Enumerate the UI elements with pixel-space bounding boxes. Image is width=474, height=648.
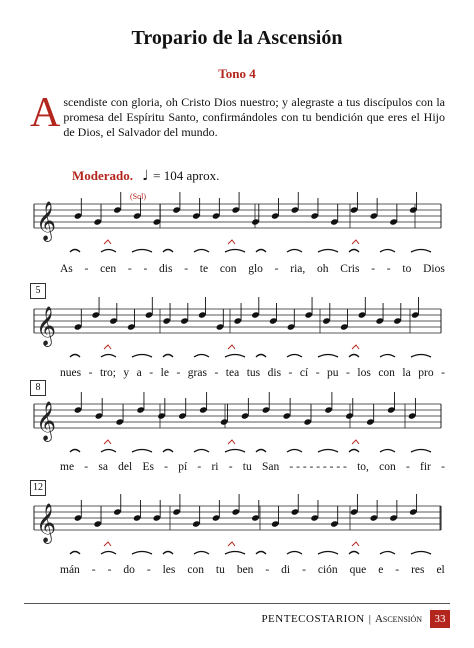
neume-mark xyxy=(380,552,395,555)
lyrics-line-4 xyxy=(60,564,445,576)
neume-accent-mark xyxy=(228,345,235,349)
neume-mark xyxy=(225,450,245,453)
lyric-syllable: ri xyxy=(211,461,219,473)
neume-mark xyxy=(380,355,395,358)
lyric-syllable: - xyxy=(315,367,320,379)
lyric-syllable: a xyxy=(136,367,142,379)
music-system-4 xyxy=(30,480,445,580)
tempo-word: Moderado. xyxy=(72,168,134,183)
neume-mark xyxy=(411,552,431,555)
lyric-syllable: Es xyxy=(142,461,154,473)
neume-accent-mark xyxy=(352,440,359,444)
intro-paragraph xyxy=(30,90,445,140)
lyric-syllable: con xyxy=(379,461,396,473)
lyric-syllable: glo xyxy=(248,263,263,275)
neume-mark xyxy=(318,552,338,555)
lyric-syllable: - xyxy=(107,564,112,576)
neume-mark xyxy=(194,552,209,555)
lyric-syllable: - xyxy=(405,461,410,473)
lyric-syllable: - - - - - - - - - xyxy=(289,461,347,473)
lyric-syllable: - xyxy=(441,461,445,473)
footer-book: PENTECOSTARION xyxy=(261,613,365,625)
lyric-syllable: - xyxy=(228,461,233,473)
neume-mark xyxy=(411,450,431,453)
lyric-syllable: con xyxy=(378,367,395,379)
quarter-note-icon: ♩ xyxy=(142,168,149,184)
lyric-syllable: cen xyxy=(100,263,117,275)
lyrics-line-3 xyxy=(60,461,445,473)
measure-number: 5 xyxy=(30,283,46,299)
music-system-1 xyxy=(30,190,445,290)
neume-mark xyxy=(380,450,395,453)
lyric-syllable: fir xyxy=(420,461,431,473)
treble-clef-icon: 𝄞 xyxy=(36,503,57,543)
lyric-syllable: ria, xyxy=(290,263,306,275)
lyric-syllable: res xyxy=(411,564,425,576)
lyric-syllable: e xyxy=(378,564,384,576)
neume-mark xyxy=(101,450,116,453)
lyric-syllable: Dios xyxy=(423,263,445,275)
lyric-syllable: el xyxy=(436,564,445,576)
lyric-syllable: - xyxy=(197,461,202,473)
lyric-syllable: - xyxy=(302,564,306,576)
lyric-syllable: tus xyxy=(246,367,261,379)
neume-mark xyxy=(411,355,431,358)
neume-mark xyxy=(256,552,266,555)
lyric-syllable: - xyxy=(88,367,93,379)
neume-mark xyxy=(287,250,302,253)
neume-mark xyxy=(194,450,209,453)
lyric-syllable: - xyxy=(441,367,445,379)
neume-mark xyxy=(101,250,116,253)
lyric-syllable: dis xyxy=(159,263,173,275)
neume-mark xyxy=(225,355,245,358)
lyric-syllable: - xyxy=(395,564,400,576)
lyrics-line-1 xyxy=(60,263,445,275)
lyric-syllable: - xyxy=(127,263,132,275)
neume-mark xyxy=(101,355,116,358)
neume-mark xyxy=(225,250,245,253)
lyric-syllable: tu xyxy=(242,461,252,473)
treble-clef-icon: 𝄞 xyxy=(36,401,57,441)
tone-subtitle: Tono 4 xyxy=(218,66,256,81)
lyric-syllable: la xyxy=(402,367,411,379)
lyric-syllable: pí xyxy=(178,461,188,473)
lyric-syllable: di xyxy=(281,564,291,576)
lyric-syllable: que xyxy=(349,564,367,576)
lyric-syllable: mán xyxy=(60,564,80,576)
staff-1 xyxy=(30,190,445,290)
lyric-syllable: gras xyxy=(187,367,207,379)
lyric-syllable: - xyxy=(143,263,148,275)
neume-mark xyxy=(70,250,80,253)
neume-mark xyxy=(287,355,302,358)
neume-mark xyxy=(318,355,338,358)
lyric-syllable: - xyxy=(288,367,293,379)
neume-mark xyxy=(163,450,173,453)
neume-mark xyxy=(132,355,152,358)
measure-number: 12 xyxy=(30,480,46,496)
lyric-syllable: tro; xyxy=(99,367,116,379)
lyric-syllable: y xyxy=(123,367,130,379)
neume-mark xyxy=(256,355,266,358)
neume-mark xyxy=(318,250,338,253)
neume-mark xyxy=(411,250,431,253)
neume-mark xyxy=(163,250,173,253)
footer-rule xyxy=(24,603,450,604)
treble-clef-icon: 𝄞 xyxy=(36,306,57,346)
page-title: Tropario de la Ascensión xyxy=(131,27,343,49)
lyric-syllable: - xyxy=(164,461,168,473)
neume-mark xyxy=(101,552,116,555)
footer-separator: | xyxy=(368,613,371,625)
lyric-syllable: los xyxy=(357,367,371,379)
lyric-syllable: sa xyxy=(98,461,108,473)
lyric-syllable: - xyxy=(84,263,89,275)
neume-mark xyxy=(70,552,80,555)
neume-accent-mark xyxy=(352,240,359,244)
lyric-syllable: - xyxy=(84,461,89,473)
neume-accent-mark xyxy=(104,440,111,444)
neume-mark xyxy=(287,450,302,453)
neume-mark xyxy=(349,552,359,555)
lyric-syllable: - xyxy=(91,564,96,576)
lyric-syllable: ben xyxy=(236,564,254,576)
neume-mark xyxy=(380,250,395,253)
lyric-syllable: te xyxy=(199,263,209,275)
lyric-syllable: le xyxy=(160,367,169,379)
lyric-syllable: do xyxy=(123,564,135,576)
neume-accent-mark xyxy=(228,440,235,444)
lyric-syllable: tu xyxy=(215,564,225,576)
page-footer xyxy=(261,610,450,628)
lyric-syllable: nues xyxy=(60,367,82,379)
music-system-3 xyxy=(30,380,445,480)
lyric-syllable: - xyxy=(346,367,350,379)
lyric-syllable: oh xyxy=(317,263,329,275)
lyric-syllable: con xyxy=(187,564,204,576)
measure-number: 8 xyxy=(30,380,46,396)
neume-mark xyxy=(256,450,266,453)
lyric-syllable: - xyxy=(274,263,279,275)
neume-mark xyxy=(349,450,359,453)
neume-accent-mark xyxy=(352,345,359,349)
lyric-syllable: San xyxy=(261,461,280,473)
lyric-syllable: cí xyxy=(299,367,309,379)
tempo-value: = 104 aprox. xyxy=(153,168,220,183)
neume-accent-mark xyxy=(352,542,359,546)
lyric-syllable: to, xyxy=(357,461,369,473)
neume-mark xyxy=(70,355,80,358)
lyric-syllable: - xyxy=(146,564,151,576)
lyric-syllable: pu xyxy=(327,367,339,379)
lyric-syllable: - xyxy=(149,367,154,379)
neume-accent-mark xyxy=(228,240,235,244)
lyric-syllable: - xyxy=(386,263,391,275)
lyrics-line-2 xyxy=(60,367,445,379)
neume-mark xyxy=(256,250,266,253)
lyric-syllable: As xyxy=(60,263,73,275)
lyric-syllable: dis xyxy=(267,367,282,379)
lyric-syllable: Cris xyxy=(340,263,360,275)
lyric-syllable: - xyxy=(176,367,181,379)
neume-mark xyxy=(132,450,152,453)
sol-annotation: (Sol) xyxy=(130,192,146,201)
lyric-syllable: les xyxy=(162,564,176,576)
tempo-marking xyxy=(72,168,219,184)
music-system-2 xyxy=(30,283,445,383)
neume-accent-mark xyxy=(104,240,111,244)
neume-mark xyxy=(318,450,338,453)
lyric-syllable: ción xyxy=(317,564,338,576)
treble-clef-icon: 𝄞 xyxy=(36,201,57,241)
footer-section: Ascensión xyxy=(374,613,422,625)
neume-mark xyxy=(287,552,302,555)
neume-mark xyxy=(225,552,245,555)
neume-accent-mark xyxy=(104,345,111,349)
neume-mark xyxy=(163,355,173,358)
lyric-syllable: - xyxy=(371,263,376,275)
neume-mark xyxy=(349,250,359,253)
lyric-syllable: me xyxy=(60,461,75,473)
lyric-syllable: tea xyxy=(225,367,240,379)
lyric-syllable: - xyxy=(265,564,270,576)
lyric-syllable: con xyxy=(219,263,237,275)
neume-mark xyxy=(132,250,152,253)
drop-cap: A xyxy=(30,90,61,136)
lyric-syllable: - xyxy=(184,263,189,275)
lyric-syllable: to xyxy=(402,263,412,275)
neume-mark xyxy=(163,552,173,555)
neume-mark xyxy=(194,250,209,253)
page-number: 33 xyxy=(430,610,450,628)
lyric-syllable: del xyxy=(118,461,133,473)
neume-mark xyxy=(132,552,152,555)
neume-accent-mark xyxy=(228,542,235,546)
neume-mark xyxy=(349,355,359,358)
neume-mark xyxy=(194,355,209,358)
lyric-syllable: pro xyxy=(418,367,434,379)
neume-mark xyxy=(70,450,80,453)
neume-accent-mark xyxy=(104,542,111,546)
lyric-syllable: - xyxy=(214,367,219,379)
intro-text: scendiste con gloria, oh Cristo Dios nuestro; y alegraste a tus discípulos con la promesa del Espíritu Santo, confirmándoles con tu bendición que eres el Hijo de Dios, el Salvador del mundo. xyxy=(63,95,445,139)
